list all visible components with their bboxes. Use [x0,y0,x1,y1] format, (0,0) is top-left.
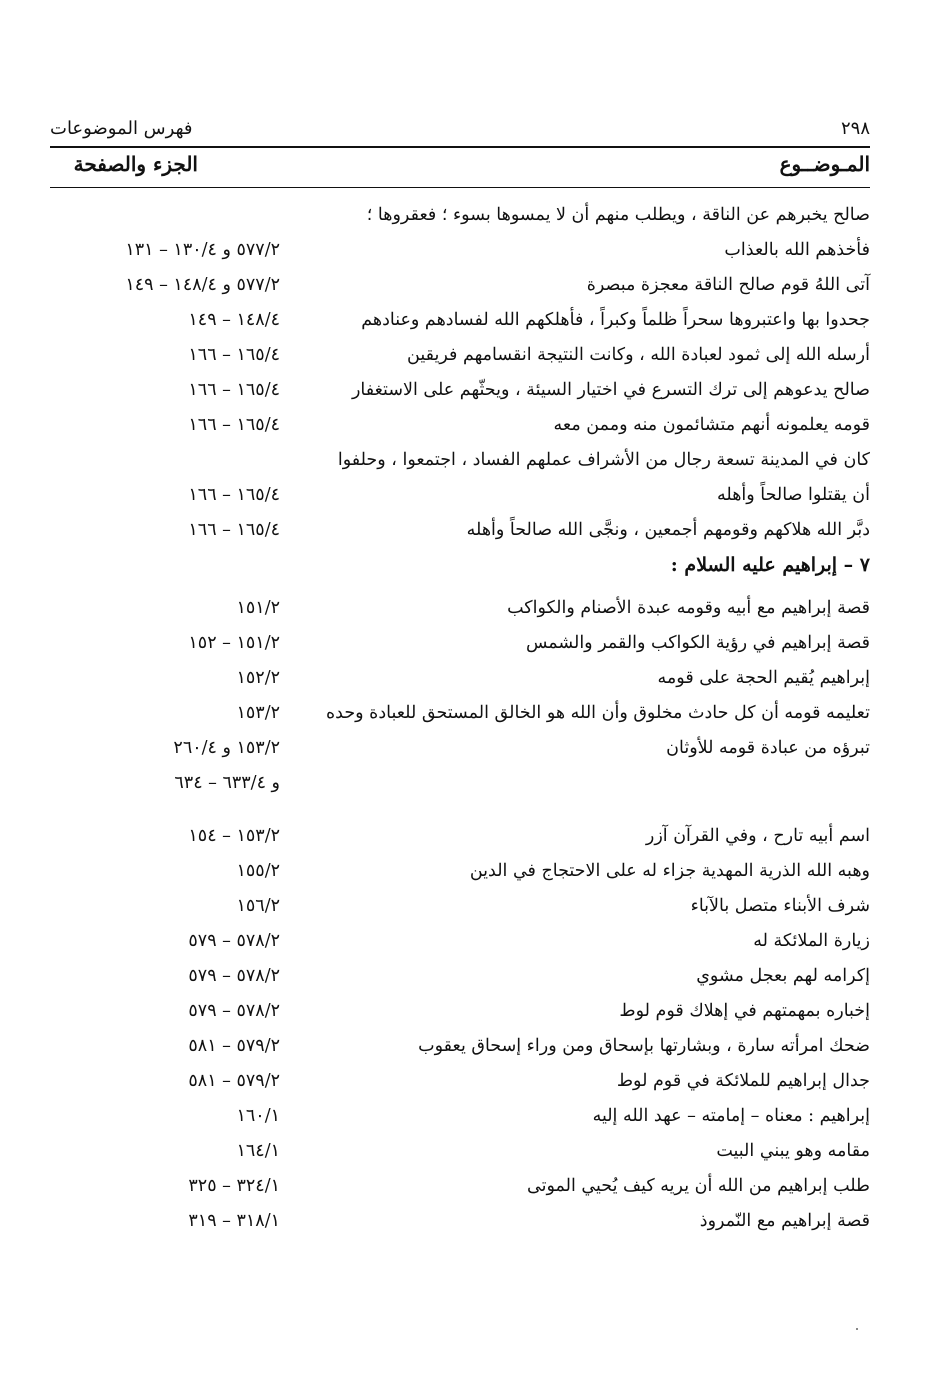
entry-reference: ١٥٥/٢ [236,861,280,881]
entry-reference: ٥٧٧/٢ و ١٤٨/٤ – ١٤٩ [125,275,280,295]
entry-reference: ٥٧٩/٢ – ٥٨١ [188,1036,280,1056]
entry-reference: ١٥٣/٢ – ١٥٤ [188,826,280,846]
section-heading: ٧ – إبراهيم عليه السلام : [670,554,870,576]
entry-reference: ١٥٦/٢ [236,896,280,916]
entry-reference: ١٥٣/٢ [236,703,280,723]
entry-topic: صالح يدعوهم إلى ترك التسرع في اختيار السيئة ، ويحثّهم على الاستغفار [351,380,870,400]
index-row [50,1206,870,1241]
index-row [50,698,870,733]
entry-topic: تبرؤه من عبادة قومه للأوثان [666,738,870,758]
entry-topic: كان في المدينة تسعة رجال من الأشراف عملهم الفساد ، اجتمعوا ، وحلفوا [337,450,870,470]
index-row [50,445,870,480]
entry-topic: مقامه وهو يبني البيت [716,1141,870,1161]
entry-topic: اسم أبيه تارح ، وفي القرآن آزر [645,826,870,846]
entry-topic: تعليمه قومه أن كل حادث مخلوق وأن الله هو الخالق المستحق للعبادة وحده [325,703,870,723]
entry-reference: ١٥١/٢ [236,598,280,618]
entry-reference: ١٦٥/٤ – ١٦٦ [188,520,280,540]
entry-topic: إبراهيم يُقيم الحجة على قومه [657,668,870,688]
entry-reference: ١٥٣/٢ و ٢٦٠/٤ [173,738,280,758]
entry-topic: آتى اللهُ قوم صالح الناقة معجزة مبصرة [586,275,870,295]
index-row [50,768,870,803]
print-speck [856,1328,858,1330]
entry-reference: ١٥١/٢ – ١٥٢ [188,633,280,653]
header-rule [50,146,870,148]
entry-topic: زيارة الملائكة له [753,931,870,951]
entry-reference: ١٦٥/٤ – ١٦٦ [188,345,280,365]
index-row [50,480,870,515]
index-entries [50,200,870,1241]
entry-reference: ٥٧٨/٢ – ٥٧٩ [188,931,280,951]
entry-reference: ١٦٥/٤ – ١٦٦ [188,380,280,400]
index-row [50,996,870,1031]
entry-topic: أرسله الله إلى ثمود لعبادة الله ، وكانت النتيجة انقسامهم فريقين [407,345,870,365]
entry-reference: ٥٧٨/٢ – ٥٧٩ [188,966,280,986]
spacer [50,803,870,821]
index-row [50,1031,870,1066]
entry-reference: ٣٢٤/١ – ٣٢٥ [188,1176,280,1196]
index-row [50,305,870,340]
running-head [50,118,870,146]
index-row [50,200,870,235]
spacer [50,585,870,593]
index-row [50,856,870,891]
entry-topic: دبَّر الله هلاكهم وقومهم أجمعين ، ونجَّى الله صالحاً وأهله [466,520,870,540]
entry-topic: شرف الأبناء متصل بالآباء [690,896,870,916]
entry-reference: ٥٧٨/٢ – ٥٧٩ [188,1001,280,1021]
entry-topic: ضحك امرأته سارة ، وبشارتها بإسحاق ومن وراء إسحاق يعقوب [418,1036,870,1056]
index-row [50,235,870,270]
index-row [50,340,870,375]
entry-topic: جحدوا بها واعتبروها سحراً ظلماً وكبراً ، فأهلكهم الله لفسادهم وعنادهم [361,310,870,330]
index-row [50,410,870,445]
entry-topic: قومه يعلمونه أنهم متشائمون منه وممن معه [553,415,870,435]
index-row [50,1066,870,1101]
entry-reference: ١٦٥/٤ – ١٦٦ [188,485,280,505]
index-row [50,628,870,663]
entry-reference: و ٦٣٣/٤ – ٦٣٤ [174,773,280,793]
index-row [50,891,870,926]
entry-reference: ١٦٠/١ [236,1106,280,1126]
entry-topic: فأخذهم الله بالعذاب [724,240,870,260]
entry-topic: إخباره بمهمتهم في إهلاك قوم لوط [619,1001,870,1021]
entry-reference: ٥٧٧/٢ و ١٣٠/٤ – ١٣١ [125,240,280,260]
entry-reference: ١٤٨/٤ – ١٤٩ [188,310,280,330]
entry-reference: ٣١٨/١ – ٣١٩ [188,1211,280,1231]
index-row [50,270,870,305]
index-row [50,1171,870,1206]
entry-reference: ١٥٢/٢ [236,668,280,688]
entry-topic: قصة إبراهيم في رؤية الكواكب والقمر والشمس [525,633,870,653]
entry-topic: طلب إبراهيم من الله أن يريه كيف يُحيي الموتى [527,1176,870,1196]
index-row [50,926,870,961]
running-title: فهرس الموضوعات [50,118,193,139]
index-row [50,593,870,628]
index-row [50,733,870,768]
entry-topic: أن يقتلوا صالحاً وأهله [717,485,870,505]
page-number: ٢٩٨ [840,118,870,139]
entry-reference: ١٦٥/٤ – ١٦٦ [188,415,280,435]
index-row [50,821,870,856]
entry-topic: إكرامه لهم بعجل مشوي [696,966,870,986]
index-row [50,375,870,410]
index-row [50,961,870,996]
section-heading-row [50,550,870,585]
entry-reference: ٥٧٩/٢ – ٥٨١ [188,1071,280,1091]
index-row [50,663,870,698]
index-row [50,1101,870,1136]
entry-topic: إبراهيم : معناه – إمامته – عهد الله إليه [592,1106,870,1126]
column-heading-reference: الجزء والصفحة [73,152,198,176]
column-heading-rule [50,187,870,188]
column-headings [50,152,870,182]
entry-topic: جدال إبراهيم للملائكة في قوم لوط [616,1071,870,1091]
entry-topic: صالح يخبرهم عن الناقة ، ويطلب منهم أن لا يمسوها بسوء ؛ فعقروها ؛ [366,205,870,225]
index-row [50,515,870,550]
column-heading-topic: المـوضــوع [779,152,870,176]
index-row [50,1136,870,1171]
entry-reference: ١٦٤/١ [236,1141,280,1161]
entry-topic: وهبه الله الذرية المهدية جزاء له على الاحتجاج في الدين [469,861,870,881]
entry-topic: قصة إبراهيم مع أبيه وقومه عبدة الأصنام والكواكب [507,598,870,618]
entry-topic: قصة إبراهيم مع النّمروذ [699,1211,870,1231]
